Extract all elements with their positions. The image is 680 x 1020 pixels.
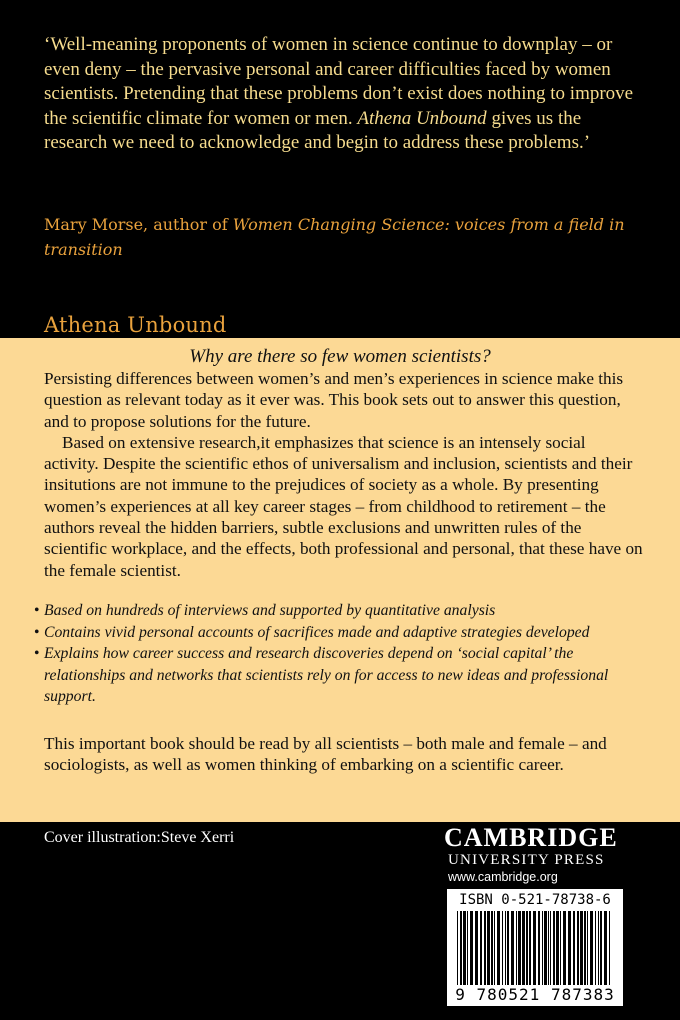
quote-attribution bbox=[44, 212, 644, 262]
top-black-section bbox=[0, 0, 680, 338]
barcode-bar bbox=[556, 911, 559, 985]
quote-part-3: gives us the research we need to acknowledge and begin to address these problems.’ bbox=[44, 107, 591, 153]
feature-list bbox=[36, 600, 656, 708]
barcode-bar bbox=[480, 911, 482, 985]
publisher-subtitle: UNIVERSITY PRESS bbox=[448, 852, 605, 868]
barcode-bar bbox=[550, 911, 551, 985]
quote-book-title: Athena Unbound bbox=[357, 107, 487, 129]
quote-part-1: ‘Well-meaning proponents of women in science continue to downplay – or even deny – the pervasive personal and career difficulties faced by women scientists. Pretending that these problems don’t exist does nothing to improve the scientific climate for women or men. bbox=[44, 34, 634, 129]
barcode-bar bbox=[526, 911, 528, 985]
barcode-bar bbox=[505, 911, 506, 985]
barcode-bar bbox=[573, 911, 575, 985]
barcode-bar bbox=[544, 911, 547, 985]
bullet-text: Based on hundreds of interviews and supported by quantitative analysis bbox=[44, 602, 496, 619]
list-item bbox=[36, 643, 656, 708]
publisher-url: www.cambridge.org bbox=[448, 870, 558, 884]
barcode-bar bbox=[516, 911, 517, 985]
description-body bbox=[44, 368, 644, 581]
barcode-bar bbox=[587, 911, 588, 985]
barcode-bar bbox=[484, 911, 486, 985]
barcode-bar bbox=[590, 911, 593, 985]
barcode-bar bbox=[518, 911, 521, 985]
barcode-bar bbox=[595, 911, 596, 985]
description-panel bbox=[0, 338, 680, 822]
barcode-bar bbox=[580, 911, 583, 985]
attribution-work: Women Changing Science: voices from a field in transition bbox=[44, 215, 625, 259]
barcode-bar bbox=[600, 911, 602, 985]
barcode-bar bbox=[507, 911, 509, 985]
barcode-bar bbox=[563, 911, 566, 985]
barcode-bar bbox=[491, 911, 493, 985]
barcode-bar bbox=[553, 911, 555, 985]
publisher-block bbox=[444, 824, 624, 886]
barcode-bar bbox=[604, 911, 607, 985]
list-item bbox=[36, 600, 656, 622]
barcode-bar bbox=[538, 911, 540, 985]
barcode-bar bbox=[511, 911, 514, 985]
barcode-bar bbox=[457, 911, 458, 985]
barcode-bar bbox=[475, 911, 478, 985]
barcode-bar bbox=[522, 911, 525, 985]
barcode-bar bbox=[467, 911, 468, 985]
headline: Why are there so few women scientists? bbox=[189, 346, 491, 367]
barcode-bar bbox=[548, 911, 549, 985]
bullet-icon: • bbox=[34, 623, 40, 641]
barcode-bar bbox=[584, 911, 586, 985]
paragraph-2: Based on extensive research,it emphasizes that science is an intensely social activity. Despite the scientific ethos of universalism and inclusion, scientists and their insitutions are not immune to the prejudices of society as a whole. By presenting women’s experiences at all key career stages – from childhood to retirement – the authors reveal the hidden barriers, subtle exclusions and unwritten rules of the scientific workplace, and the effects, both professional and personal, that these have on the female scientist. bbox=[44, 432, 643, 580]
barcode-bar bbox=[577, 911, 579, 985]
ean-number: 9 780521 787383 bbox=[455, 985, 615, 1004]
bullet-icon: • bbox=[34, 602, 40, 619]
barcode-bars-icon bbox=[457, 911, 613, 985]
barcode-bar bbox=[502, 911, 503, 985]
barcode-bar bbox=[463, 911, 466, 985]
bullet-text: Contains vivid personal accounts of sacrifices made and adaptive strategies developed bbox=[44, 623, 590, 641]
publisher-name: CAMBRIDGE bbox=[444, 823, 618, 852]
barcode-bar bbox=[609, 911, 610, 985]
barcode-bar bbox=[568, 911, 571, 985]
cover-credit: Cover illustration:Steve Xerri bbox=[44, 829, 235, 846]
barcode-bar bbox=[529, 911, 531, 985]
closing-paragraph: This important book should be read by all scientists – both male and female – and sociologists, as well as women thinking of embarking on a scientific career. bbox=[44, 734, 607, 775]
barcode-bar bbox=[460, 911, 462, 985]
bullet-icon: • bbox=[34, 645, 40, 662]
barcode-bar bbox=[533, 911, 536, 985]
bullet-text: Explains how career success and research discoveries depend on ‘social capital’ the relationships and networks that scientists rely on for access to new ideas and professional support. bbox=[44, 645, 609, 705]
barcode-bar bbox=[560, 911, 561, 985]
barcode bbox=[447, 889, 623, 1006]
endorsement-quote bbox=[44, 33, 644, 156]
paragraph-1: Persisting differences between women’s and men’s experiences in science make this question as relevant today as it ever was. This book sets out to answer this question, and to propose solutions for the future. bbox=[44, 369, 624, 431]
barcode-bar bbox=[497, 911, 500, 985]
barcode-bar bbox=[542, 911, 543, 985]
barcode-bar bbox=[487, 911, 490, 985]
barcode-bar bbox=[494, 911, 495, 985]
barcode-bar bbox=[598, 911, 599, 985]
isbn-label: ISBN 0-521-78738-6 bbox=[459, 892, 611, 908]
attribution-prefix: Mary Morse, author of bbox=[44, 215, 233, 234]
list-item bbox=[36, 622, 656, 644]
book-title: Athena Unbound bbox=[44, 313, 227, 337]
barcode-bar bbox=[470, 911, 473, 985]
